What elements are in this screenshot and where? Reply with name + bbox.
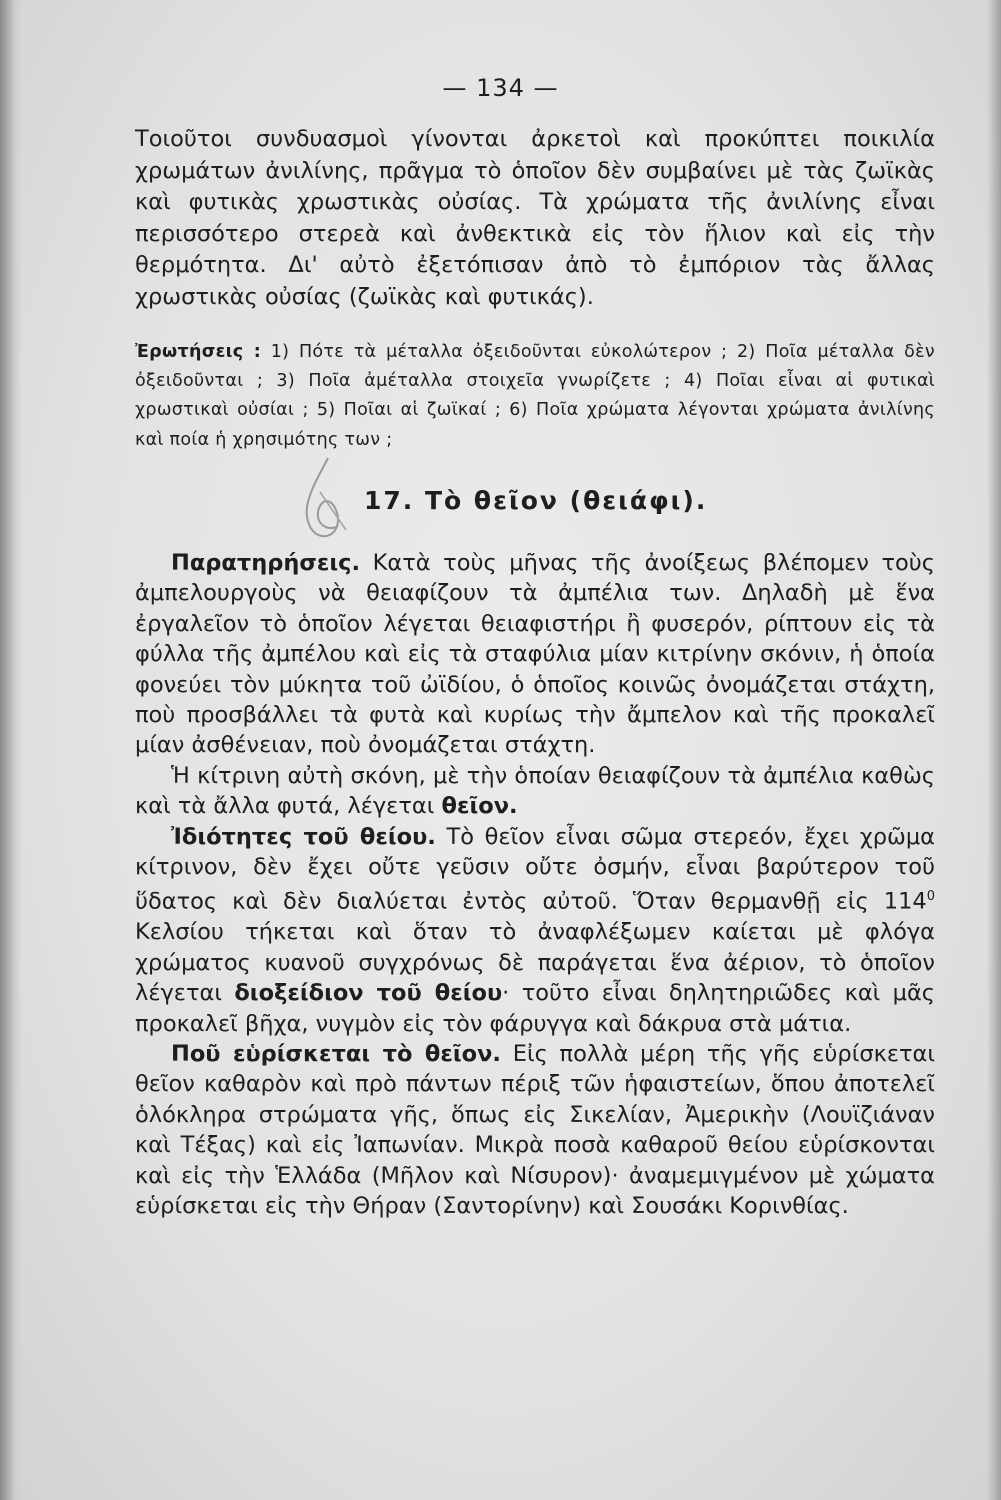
questions-text: 1) Πότε τὰ μέταλλα ὀξειδοῦνται εὐκολώτερον ; 2) Ποῖα μέταλλα δὲν ὀξειδοῦνται ; 3) Ποῖα ἀμέταλλα στοιχεῖα γνωρίζετε ; 4) Ποῖαι εἶναι αἱ φυτικαὶ χρωστικαὶ οὐσίαι ; 5) Ποῖαι αἱ ζωϊκαί ; 6) Ποῖα χρώματα λέγονται χρώματα ἀνιλίνης καὶ ποία ἡ χρησιμότης των ;	[135, 342, 935, 450]
questions-label: Ἐρωτήσεις :	[135, 342, 261, 362]
handwritten-mark-icon	[290, 452, 360, 544]
properties-label: Ἰδιότητες τοῦ θείου.	[171, 823, 436, 850]
yellow-dust-text: Ἡ κίτρινη αὐτὴ σκόνη, μὲ τὴν ὁποίαν θειαφίζουν τὰ ἀμπέλια καθὼς καὶ τὰ ἄλλα φυτά, λέγεται	[135, 762, 935, 820]
where-found-label: Ποῦ εὑρίσκεται τὸ θεῖον.	[171, 1041, 501, 1067]
section-heading: 17. Τὸ θεῖον (θειάφι).	[364, 486, 708, 515]
properties-text-middle: Κελσίου τήκεται καὶ ὅταν τὸ ἀναφλέξωμεν καίεται μὲ φλόγα χρώματος κυανοῦ συγχρόνως δὲ παράγεται ἕνα ἀέριον, τὸ ὁποῖον λέγεται	[135, 919, 935, 1007]
properties-paragraph	[135, 822, 935, 1039]
observations-text: Κατὰ τοὺς μῆνας τῆς ἀνοίξεως βλέπομεν τοὺς ἀμπελουργοὺς νὰ θειαφίζουν τὰ ἀμπέλια των. Δηλαδὴ μὲ ἕνα ἐργαλεῖον τὸ ὁποῖον λέγεται θειαφιστήρι ἢ φυσερόν, ρίπτουν εἰς τὰ φύλλα τῆς ἀμπέλου καὶ εἰς τὰ σταφύλια μίαν κιτρίνην σκόνιν, ἡ ὁποία φονεύει τὸν μύκητα τοῦ ὠϊδίου, ὁ ὁποῖος κοινῶς ὀνομάζεται στάχτη, ποὺ προσβάλλει τὰ φυτὰ καὶ κυρίως τὴν ἄμπελον καὶ τῆς προκαλεῖ μίαν ἀσθένειαν, ποὺ ὀνομάζεται στάχτη.	[135, 550, 935, 759]
observations-label: Παρατηρήσεις.	[171, 550, 361, 576]
properties-text-before: Τὸ θεῖον εἶναι σῶμα στερεόν, ἔχει χρῶμα κίτρινον, δὲν ἔχει οὔτε γεῦσιν οὔτε ὀσμήν, εἶναι βαρύτερον τοῦ ὕδατος καὶ δὲν διαλύεται ἐντὸς αὐτοῦ. Ὅταν θερμανθῇ εἰς 114	[135, 823, 935, 915]
yellow-dust-paragraph	[135, 761, 935, 822]
page-shadow-left	[0, 0, 22, 1500]
properties-term: διοξείδιον τοῦ θείου	[234, 980, 503, 1007]
page-shadow-right	[987, 0, 1001, 1500]
yellow-dust-term: θεῖον.	[441, 793, 518, 820]
properties-text-after: · τοῦτο εἶναι δηλητηριῶδες καὶ μᾶς προκαλεῖ βῆχα, νυγμὸν εἰς τὸν φάρυγγα καὶ δάκρυα στὰ μάτια.	[135, 980, 936, 1037]
intro-paragraph: Τοιοῦτοι συνδυασμοὶ γίνονται ἀρκετοὶ καὶ προκύπτει ποικιλία χρωμάτων ἀνιλίνης, πρᾶγμα τὸ ὁποῖον δὲν συμβαίνει μὲ τὰς ζωϊκὰς καὶ φυτικὰς χρωστικὰς οὐσίας. Τὰ χρώματα τῆς ἀνιλίνης εἶναι περισσότερο στερεὰ καὶ ἀνθεκτικὰ εἰς τὸν ἥλιον καὶ εἰς τὴν θερμότητα. Δι' αὐτὸ ἐξετόπισαν ἀπὸ τὸ ἐμπόριον τὰς ἄλλας χρωστικὰς οὐσίας (ζωϊκὰς καὶ φυτικάς).	[135, 126, 935, 310]
page-number: — 134 —	[442, 74, 559, 102]
observations-paragraph	[135, 548, 935, 761]
where-found-text: Εἰς πολλὰ μέρη τῆς γῆς εὑρίσκεται θεῖον καθαρὸν καὶ πρὸ πάντων πέριξ τῶν ἡφαιστείων, ὅπου ἀποτελεῖ ὁλόκληρα στρώματα γῆς, ὅπως εἰς Σικελίαν, Ἀμερικὴν (Λουϊζιάναν καὶ Τέξας) καὶ εἰς Ἰαπωνίαν. Μικρὰ ποσὰ καθαροῦ θείου εὑρίσκονται καὶ εἰς τὴν Ἑλλάδα (Μῆλον καὶ Νίσυρον)· ἀναμεμιγμένον μὲ χώματα εὑρίσκεται εἰς τὴν Θήραν (Σαντορίνην) καὶ Σουσάκι Κορινθίας.	[135, 1041, 935, 1220]
degree-superscript: 0	[926, 889, 935, 905]
questions-paragraph	[135, 338, 935, 455]
where-found-paragraph	[135, 1039, 935, 1221]
section-body	[135, 548, 935, 1221]
